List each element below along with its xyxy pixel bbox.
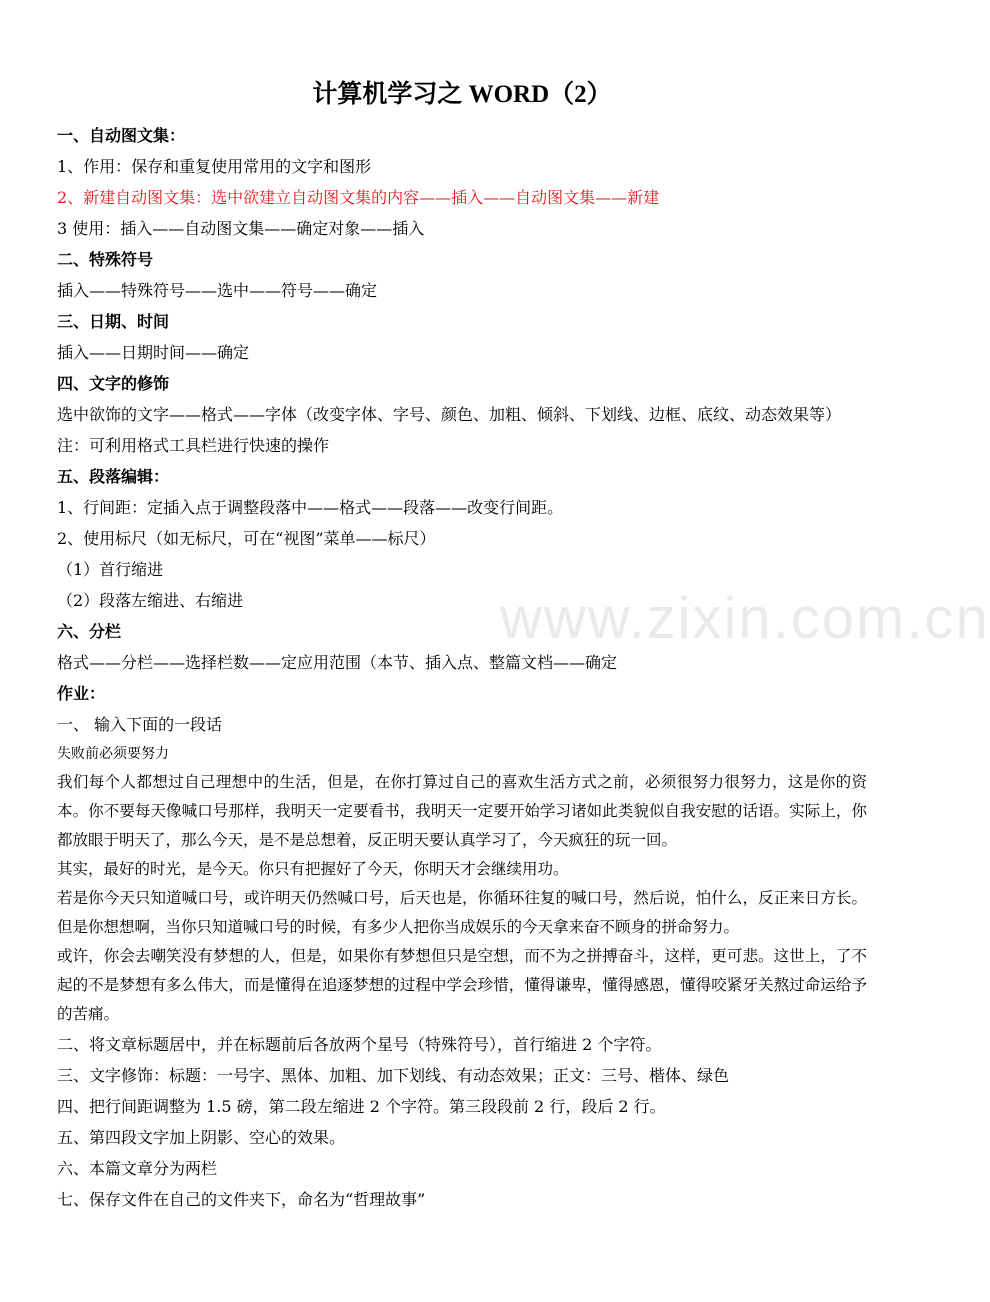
- homework-item-4: 四、把行间距调整为 1.5 磅，第二段左缩进 2 个字符。第三段段前 2 行，段后 2 行。: [57, 1097, 666, 1116]
- homework-item-5: 五、第四段文字加上阴影、空心的效果。: [57, 1128, 346, 1147]
- essay-paragraph-3: 若是你今天只知道喊口号，或许明天仍然喊口号，后天也是，你循环往复的喊口号，然后说，怕什么，反正来日方长。但是你想想啊，当你只知道喊口号的时候，有多少人把你当成娱乐的今天拿来奋不顾身的拼命努力。: [57, 889, 867, 936]
- paragraph-line-1: 1、行间距：定插入点于调整段落中——格式——段落——改变行间距。: [57, 498, 564, 517]
- homework-item-2: 二、将文章标题居中，并在标题前后各放两个星号（特殊符号），首行缩进 2 个字符。: [57, 1035, 662, 1054]
- section-heading-text-format: 四、文字的修饰: [57, 374, 170, 393]
- document-title: 计算机学习之 WORD（2）: [312, 81, 612, 108]
- essay-paragraph-1: 我们每个人都想过自己理想中的生活，但是，在你打算过自己的喜欢生活方式之前，必须很努力很努力，这是你的资本。你不要每天像喊口号那样，我明天一定要看书，我明天一定要开始学习诸如此类貌似自我安慰的话语。实际上，你都放眼于明天了，那么今天，是不是总想着，反正明天要认真学习了，今天疯狂的玩一回。: [57, 773, 867, 849]
- homework-heading: 作业：: [57, 684, 106, 703]
- section-heading-symbols: 二、特殊符号: [57, 250, 154, 269]
- paragraph-line-4: （2）段落左缩进、右缩进: [57, 591, 244, 610]
- paragraph-line-3: （1）首行缩进: [57, 560, 164, 579]
- datetime-line-1: 插入——日期时间——确定: [57, 343, 250, 362]
- essay-title: 失败前必须要努力: [57, 746, 169, 762]
- section-heading-columns: 六、分栏: [57, 622, 122, 641]
- homework-item-7: 七、保存文件在自己的文件夹下，命名为“哲理故事”: [57, 1190, 426, 1209]
- document-page: [57, 78, 867, 1215]
- essay-paragraph-4: 或许，你会去嘲笑没有梦想的人，但是，如果你有梦想但只是空想，而不为之拼搏奋斗，这样，更可悲。这世上，了不起的不是梦想有多么伟大，而是懂得在追逐梦想的过程中学会珍惜，懂得谦卑，懂得感恩，懂得咬紧牙关熬过命运给予的苦痛。: [57, 947, 867, 1023]
- essay-paragraph-2: 其实，最好的时光，是今天。你只有把握好了今天，你明天才会继续用功。: [57, 860, 569, 878]
- homework-item-6: 六、本篇文章分为两栏: [57, 1159, 218, 1178]
- paragraph-line-2: 2、使用标尺（如无标尺，可在“视图”菜单——标尺）: [57, 529, 436, 548]
- autotext-line-3: 3 使用：插入——自动图文集——确定对象——插入: [57, 219, 425, 238]
- homework-item-1: 一、 输入下面的一段话: [57, 715, 223, 734]
- homework-item-3: 三、文字修饰：标题：一号字、黑体、加粗、加下划线、有动态效果；正文：三号、楷体、绿色: [57, 1066, 730, 1085]
- watermark: www.zixin.com.cn: [500, 586, 990, 651]
- columns-line-1: 格式——分栏——选择栏数——定应用范围（本节、插入点、整篇文档——确定: [57, 653, 618, 672]
- symbols-line-1: 插入——特殊符号——选中——符号——确定: [57, 281, 378, 300]
- autotext-line-2: 2、新建自动图文集：选中欲建立自动图文集的内容——插入——自动图文集——新建: [57, 188, 660, 207]
- autotext-line-1: 1、作用：保存和重复使用常用的文字和图形: [57, 157, 372, 176]
- text-format-line-1: 选中欲饰的文字——格式——字体（改变字体、字号、颜色、加粗、倾斜、下划线、边框、底纹、动态效果等）注：可利用格式工具栏进行快速的操作: [57, 405, 842, 455]
- section-heading-paragraph: 五、段落编辑：: [57, 467, 170, 486]
- section-heading-autotext: 一、自动图文集：: [57, 126, 186, 145]
- section-heading-datetime: 三、日期、时间: [57, 312, 170, 331]
